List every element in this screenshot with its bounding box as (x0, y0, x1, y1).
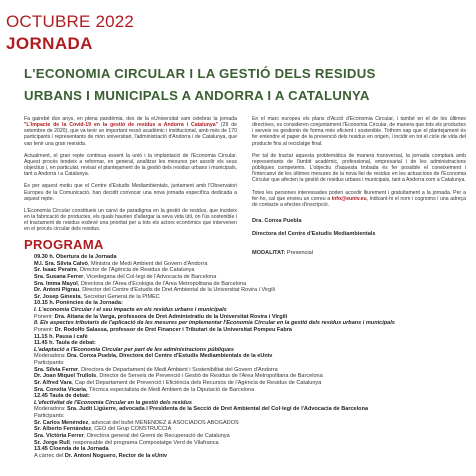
programme-line-lead: Sr. Alberto Fernández (34, 426, 92, 433)
programme-line (34, 406, 470, 413)
modality-label: MODALITAT: (252, 250, 286, 257)
event-title-line-2: URBANS I MUNICIPALS A ANDORRA I A CATALUNYA (24, 88, 370, 103)
intro-column (24, 116, 237, 239)
programme-line-lead: Sra. Victòria Ferrer (34, 432, 84, 439)
programme-line-lead: Dr. Antoni Pigrau (34, 287, 80, 294)
programme-line-lead: Participants: (34, 413, 65, 419)
intro-paragraph-3: És per aquest motiu que el Centre d'Estudis Mediambientals, juntament amb l'Observatori Europeu de la Comunicació, han decidit convocar una nova jornada específica dedicada a aquest repte. (24, 183, 237, 202)
programme-line (34, 287, 470, 294)
event-title-line-1: L'ECONOMIA CIRCULAR I LA GESTIÓ DELS RESIDUS (24, 66, 376, 81)
programme-line-detail: , CEO del Grup CONSTRUCCIA (91, 426, 172, 433)
programme-line-lead: Sra. Sílvia Ferrer (34, 366, 79, 373)
programme-line-lead: Sra. Conxita Vicaria (34, 386, 87, 393)
context-column (252, 116, 466, 263)
programme-line-lead: Sra. Imma Mayol (34, 280, 78, 287)
programme-line-detail: , Ministra de Medi Ambient del Govern d'Andorra (87, 260, 208, 267)
programme-line-detail: , Vicedegana del Col·legi de l'Advocacia de Barcelona (83, 273, 217, 280)
intro-paragraph-4: L'Economia Circular constitueix un canvi de paradigma en la gestió de residus, que incideix en la fabricació de productes, els quals haurien d'allargar la seva vida útil, on l'ús sostenible i el tractament de residus esdevé una prioritat per a tots els actors econòmics que intervenen en el procés circular dels residus. (24, 207, 237, 233)
programme-line-lead: A càrrec del (34, 452, 65, 459)
event-date: OCTUBRE 2022 (6, 12, 135, 31)
programme-line-lead: 10.15 h. Ponències de la Jornada: (34, 300, 123, 307)
registration-text: Totes les persones interessades poden accedir lliurement i gratuïtament a la jornada. Per a fer-ho, cal que envieu un correu a (252, 189, 466, 202)
programme-line-lead: 11.45 h. Taula de debat: (34, 340, 96, 347)
programme-line-detail: Dra. Aitana de la Varga, professora de Dret Administratiu de la Universitat Rovira i Virgili (54, 313, 288, 320)
programme-line-lead: 12.45 Taula de debat: (34, 393, 90, 400)
programme-line (34, 307, 470, 314)
programme-line-detail: , Director de l'Agència de Residus de Catalunya (76, 267, 195, 274)
programme-line-lead: Participants: (34, 360, 65, 366)
programme-line-detail: , Directora de Departament de Medi Ambient i Sostenibilitat del Govern d'Andorra (78, 366, 278, 373)
programme-line (34, 393, 470, 400)
programme-line-detail: , Director de Serveis de Prevenció i Gestió de Residus de l'Àrea Metropolitana de Barcelona (96, 373, 323, 380)
registration-text-tail: , indicant-hi el nom i cognoms i una adreça de contacte a efectes d'inscripció. (252, 195, 466, 208)
programme-line (34, 347, 470, 354)
programme-line-detail: , advocat del bufet MENÉNDEZ & ASOCIADOS ABOGADOS (88, 419, 239, 426)
context-paragraph-1: En el marc europeu els plans d'Acció d'Economia Circular, i també en el de les últimes directives, es consideren conjuntament l'Economia Circular, de manera que tots els productes i serveis es gestionin de forma més eficient i sostenible. Tothom sap que el plantejament és fer entendre el paper de la prevenció dels residus en origen, i incidir en tot el cicle de vida del producte fins al reciclatge final. (252, 116, 466, 147)
programme-line (34, 314, 470, 321)
programme-line-detail: , Directora de l'Àrea d'Ecologia de l'Àrea Metropolitana de Barcelona (77, 280, 247, 287)
programme-line-lead: Sr. Alfred Vara (34, 379, 72, 386)
programme-line (34, 300, 470, 307)
programme-line-lead: L'adaptació a l'Economia Circular per part de les administracions públiques (34, 346, 234, 353)
programme-line (34, 426, 470, 433)
programme-line (34, 380, 470, 387)
programme-line (34, 387, 470, 394)
programme-line-lead: Moderadora: (34, 353, 67, 360)
programme-line (34, 261, 470, 268)
programme-line (34, 453, 470, 460)
programme-heading: PROGRAMA (24, 237, 104, 252)
previous-event-title: "L'impacte de la Covid-19 en la gestió de residus a Andorra i Catalunya" (24, 122, 219, 129)
programme-line-detail: Dr. Antoni Noguero, Rector de la eUniv (64, 452, 167, 459)
programme-line (34, 334, 470, 341)
intro-p1-tail: (29 de setembre de 2020), que va tenir un important ressò acadèmic i institucional, amb més de 170 participants i representants de món universitari, l'administració d'Andorra i de Catalunya, que van tenir una gran reeixida. (24, 122, 237, 147)
intro-paragraph-1 (24, 116, 237, 147)
programme-line (34, 340, 470, 347)
programme-line (34, 440, 470, 447)
programme-line (34, 413, 470, 420)
programme-line-detail: , Tècnica especialista de Medi Ambient de la Diputació de Barcelona (86, 386, 255, 393)
programme-line-lead: Sr. Isaac Peraire (34, 267, 77, 274)
programme-line-lead: Sr. Carlos Menéndez (34, 419, 89, 426)
programme-line-lead: Sr. Jorge Rull (34, 439, 70, 446)
programme-line-lead: I. L'economia Circular i el seu impacte en els residus urbans i municipals (34, 307, 227, 313)
programme-line (34, 254, 470, 261)
programme-line-detail: Dr. Rodolfo Salassa, professor de Dret Financer i Tributari de la Universitat Pompeu Fabra (54, 326, 293, 333)
programme-line-lead: Moderadora: (34, 406, 67, 413)
programme-line-detail: , Director del Centre d'Estudis de Dret Ambiental de la Universitat Rovira i Virgili (79, 287, 275, 294)
programme-list (34, 254, 470, 459)
programme-line (34, 274, 470, 281)
registration-email-link[interactable]: info@euniv.eu (331, 195, 367, 202)
programme-line (34, 373, 470, 380)
programme-line-detail: , Cap del Departament de Prevenció i Eficiència dels Recursos de l'Agència de Residus de Catalunya (71, 379, 322, 386)
signature-name: Dra. Conxa Puebla (252, 218, 302, 225)
programme-line (34, 267, 470, 274)
programme-line (34, 360, 470, 367)
signature-role: Directora del Centre d'Estudis Mediambientals (252, 231, 376, 238)
programme-line-lead: 13.45 Cloenda de la Jornada (34, 446, 109, 453)
programme-line (34, 367, 470, 374)
programme-line (34, 433, 470, 440)
programme-line-detail: Dra. Conxa Puebla, Directora del Centre d'Estudis Mediambientals de la eUniv (67, 353, 273, 360)
programme-line-lead: 11.15 h. Pausa i cafè (34, 333, 88, 340)
programme-line (34, 353, 470, 360)
programme-line (34, 446, 470, 453)
intro-p1-text: Fa gairebé dos anys, en plena pandèmia, des de la eUniversitat vam celebrar la jornada (24, 116, 237, 122)
programme-line (34, 420, 470, 427)
event-type: JORNADA (6, 34, 93, 53)
programme-line-lead: Dr. Joan Miquel Trullols (34, 373, 97, 380)
context-paragraph-2: Per tal de tractar aquesta problemàtica de manera transversal, la jornada comptarà amb representants de l'àmbit acadèmic, professional, empresarial i de les administracions públiques competents. L'objectiu d'aquesta trobada és fer possible el coneixement i l'intercanvi de les últimes mesures de la nova llei de residus en les actuacions de l'Economia Circular que afecten la gestió de residus urbans i municipals, tant a Andorra com a Catalunya. (252, 152, 466, 184)
programme-line-detail: , responsable del programa Compostatge Verd de Vilafranca (69, 439, 219, 446)
modality-value: Presencial (285, 250, 314, 257)
programme-line-lead: Sra. Susana Ferrer (34, 273, 84, 280)
programme-line-lead: II. Els aspectes tributaris de l'aplicació de les mesures per implementar l'Economia Circular en la gestió dels residus urbans i municipals (34, 320, 395, 327)
programme-line-lead: L'efectivitat de l'Economia Circular en la gestió dels residus (34, 399, 192, 406)
programme-line (34, 400, 470, 407)
programme-line-lead: 09.30 h. Obertura de la Jornada (34, 254, 117, 260)
programme-line-detail: , Secretari General de la PIMEC (80, 293, 160, 300)
programme-line-detail: Sra. Judit Ligüerre, advocada i Presidenta de la Secció de Dret Ambiental del Col·legi de l'Advocacia de Barcelona (67, 406, 369, 413)
programme-line-detail: , Directora general del Gremi de Recuperació de Catalunya (83, 432, 230, 439)
context-paragraph-3 (252, 190, 466, 208)
programme-line-lead: Ponent: (34, 313, 55, 320)
programme-line (34, 281, 470, 288)
intro-paragraph-2: Actualment, el gran repte continua essent la unió i la implantació de l'Economia Circular. Aquest procés tendeix a reformar, en general, analitzar les mesures per assolir els seus objectius i, en particular, revisar el plantejament de la gestió dels residus urbans i municipals, tant a Andorra i a Catalunya. (24, 152, 237, 178)
programme-line-lead: M.I. Sra. Sílvia Calvó (34, 260, 88, 267)
programme-line-lead: Ponent: (34, 326, 55, 333)
programme-line (34, 320, 470, 327)
programme-line (34, 327, 470, 334)
programme-line (34, 294, 470, 301)
programme-line-lead: Sr. Josep Ginesta (34, 293, 81, 300)
